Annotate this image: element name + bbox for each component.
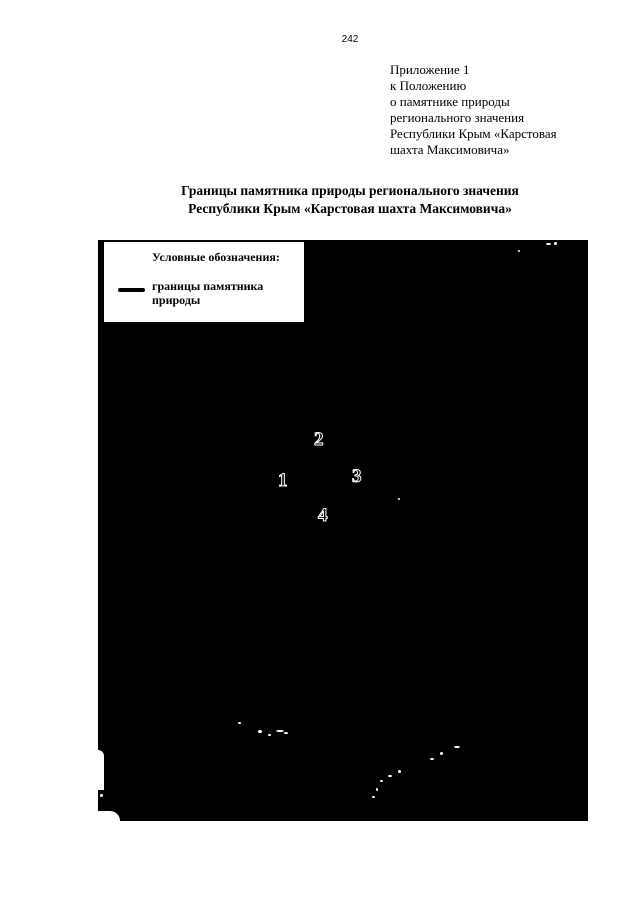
appendix-line: шахта Максимовича» [390,142,510,157]
appendix-line: о памятнике природы [390,94,510,109]
map-speck [380,780,383,782]
map-speck [276,730,284,732]
map-speck [376,788,378,791]
map-speck [454,746,460,748]
map-speck [372,796,375,798]
boundary-map [98,240,588,821]
map-speck [238,722,241,724]
appendix-line: регионального значения [390,110,525,125]
appendix-line: к Положению [390,78,467,93]
title-line-1: Границы памятника природы регионального значения [181,183,519,198]
map-speck [388,775,392,777]
map-legend [104,242,304,322]
boundary-point-2: 2 [314,429,324,450]
boundary-point-3: 3 [352,466,362,487]
appendix-line: Республики Крым «Карстовая [390,126,557,141]
appendix-line: Приложение 1 [390,62,470,77]
map-speck [398,770,401,773]
map-speck [440,752,443,755]
page-number: 242 [341,34,359,45]
map-edge-notch [98,750,104,790]
document-title [0,182,640,218]
map-speck [430,758,434,760]
map-speck [268,734,271,736]
boundary-line-symbol [118,288,145,292]
map-speck [554,242,557,245]
map-speck [284,732,288,734]
boundary-point-4: 4 [318,505,328,526]
map-speck [518,250,520,252]
boundary-point-1: 1 [278,470,288,491]
legend-boundary-label: границы памятника природы [152,279,264,307]
title-line-2: Республики Крым «Карстовая шахта Максимовича» [188,201,512,216]
map-speck [100,794,103,797]
legend-title: Условные обозначения: [152,250,280,264]
map-speck [258,730,262,733]
map-edge-notch [98,811,120,821]
appendix-note [390,62,630,158]
map-speck [398,498,400,500]
map-speck [546,243,551,245]
